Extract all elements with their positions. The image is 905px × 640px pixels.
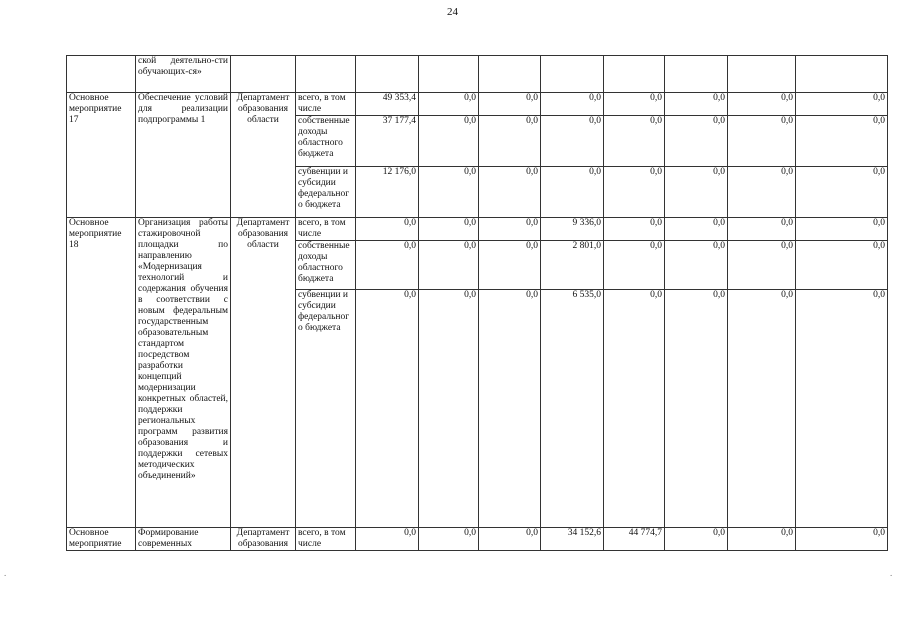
value-cell: 0,0 [796, 528, 888, 551]
value-cell: 0,0 [728, 241, 796, 290]
funding-source-cell: всего, в том числе [296, 218, 356, 241]
value-cell [796, 56, 888, 93]
value-cell: 0,0 [419, 241, 479, 290]
measure-name-cell: Основное мероприятие 18 [67, 218, 136, 528]
value-cell: 0,0 [419, 116, 479, 167]
value-cell: 0,0 [604, 167, 665, 218]
value-cell: 0,0 [541, 167, 604, 218]
value-cell: 0,0 [356, 528, 419, 551]
value-cell: 0,0 [479, 290, 541, 528]
funding-source-cell: всего, в том числе [296, 93, 356, 116]
value-cell: 0,0 [604, 241, 665, 290]
value-cell [356, 56, 419, 93]
value-cell: 0,0 [728, 116, 796, 167]
scan-mark: . [4, 568, 7, 578]
value-cell: 0,0 [356, 218, 419, 241]
value-cell: 0,0 [419, 528, 479, 551]
value-cell [728, 56, 796, 93]
value-cell: 0,0 [419, 93, 479, 116]
value-cell: 0,0 [796, 218, 888, 241]
value-cell: 0,0 [665, 528, 728, 551]
value-cell: 0,0 [665, 290, 728, 528]
value-cell: 9 336,0 [541, 218, 604, 241]
value-cell: 0,0 [604, 116, 665, 167]
value-cell: 0,0 [728, 290, 796, 528]
department-cell [231, 56, 296, 93]
funding-source-cell: субвенции и субсидии федерального бюджета [296, 167, 356, 218]
value-cell: 6 535,0 [541, 290, 604, 528]
value-cell: 0,0 [728, 167, 796, 218]
value-cell: 0,0 [728, 528, 796, 551]
value-cell: 0,0 [665, 167, 728, 218]
value-cell: 0,0 [665, 116, 728, 167]
value-cell: 0,0 [604, 218, 665, 241]
value-cell: 34 152,6 [541, 528, 604, 551]
value-cell: 44 774,7 [604, 528, 665, 551]
measure-name-cell: Основное мероприятие 17 [67, 93, 136, 218]
value-cell: 0,0 [796, 241, 888, 290]
measure-name-cell: Основное мероприятие [67, 528, 136, 551]
measure-description-cell: ской деятельно-сти обучающих-ся» [136, 56, 231, 93]
department-cell: Департамент образования области [231, 93, 296, 218]
value-cell: 0,0 [419, 218, 479, 241]
department-cell: Департамент образования области [231, 218, 296, 528]
value-cell: 12 176,0 [356, 167, 419, 218]
table-row [67, 528, 888, 551]
value-cell: 0,0 [604, 290, 665, 528]
value-cell [541, 56, 604, 93]
value-cell: 0,0 [479, 241, 541, 290]
value-cell: 0,0 [356, 241, 419, 290]
value-cell: 0,0 [419, 290, 479, 528]
value-cell: 0,0 [479, 528, 541, 551]
value-cell: 37 177,4 [356, 116, 419, 167]
value-cell [479, 56, 541, 93]
value-cell: 0,0 [541, 93, 604, 116]
funding-source-cell [296, 56, 356, 93]
value-cell [665, 56, 728, 93]
value-cell: 0,0 [541, 116, 604, 167]
measure-description-cell: Формирование современных [136, 528, 231, 551]
value-cell: 0,0 [796, 290, 888, 528]
value-cell: 49 353,4 [356, 93, 419, 116]
page-number: 24 [447, 6, 458, 18]
funding-source-cell: собственные доходы областного бюджета [296, 241, 356, 290]
value-cell: 0,0 [356, 290, 419, 528]
funding-source-cell: субвенции и субсидии федерального бюджета [296, 290, 356, 528]
value-cell: 0,0 [796, 93, 888, 116]
table-row [67, 218, 888, 241]
measure-description-cell: Организация работы стажировочной площадки по направлению «Модернизация технологий и содержания обучения в соответствии с новым федеральным государственным образовательным стандартом посредством разработки концепций модернизации конкретных областей, поддержки региональных программ развития образования и поддержки сетевых методических объединений» [136, 218, 231, 528]
value-cell: 0,0 [796, 167, 888, 218]
value-cell: 0,0 [665, 241, 728, 290]
department-cell: Департамент образования [231, 528, 296, 551]
funding-source-cell: всего, в том числе [296, 528, 356, 551]
table-row [67, 93, 888, 116]
value-cell: 0,0 [479, 167, 541, 218]
value-cell: 0,0 [419, 167, 479, 218]
value-cell: 0,0 [728, 218, 796, 241]
value-cell: 0,0 [665, 218, 728, 241]
value-cell: 0,0 [796, 116, 888, 167]
value-cell: 0,0 [604, 93, 665, 116]
value-cell: 0,0 [479, 218, 541, 241]
value-cell: 0,0 [479, 93, 541, 116]
scan-mark: . [890, 568, 893, 578]
value-cell: 0,0 [479, 116, 541, 167]
funding-source-cell: собственные доходы областного бюджета [296, 116, 356, 167]
value-cell [604, 56, 665, 93]
value-cell: 0,0 [665, 93, 728, 116]
value-cell: 2 801,0 [541, 241, 604, 290]
table-row [67, 56, 888, 93]
value-cell: 0,0 [728, 93, 796, 116]
measure-name-cell [67, 56, 136, 93]
value-cell [419, 56, 479, 93]
budget-table [66, 55, 888, 551]
measure-description-cell: Обеспечение условий для реализации подпрограммы 1 [136, 93, 231, 218]
